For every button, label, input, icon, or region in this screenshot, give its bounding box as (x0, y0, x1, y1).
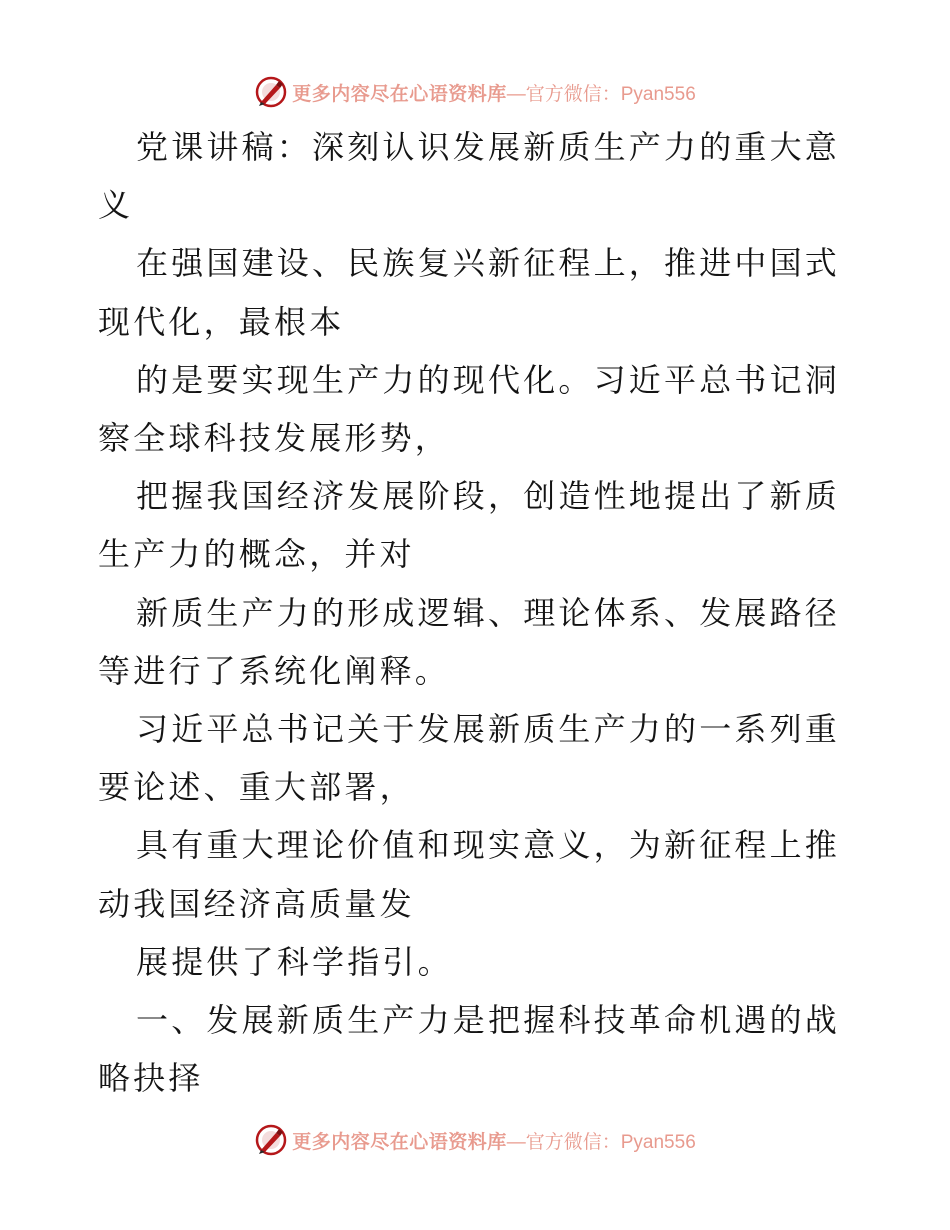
paragraph: 习近平总书记关于发展新质生产力的一系列重要论述、重大部署， (98, 710, 841, 807)
document-body (98, 118, 858, 1107)
paragraph: 具有重大理论价值和现实意义，为新征程上推动我国经济高质量发 (98, 826, 841, 923)
pen-circle-logo-icon (254, 1123, 288, 1157)
pen-circle-logo-icon (254, 75, 288, 109)
section-heading: 一、发展新质生产力是把握科技革命机遇的战略抉择 (98, 1001, 841, 1098)
paragraph: 新质生产力的形成逻辑、理论体系、发展路径等进行了系统化阐释。 (98, 593, 841, 690)
banner-wechat-text: —官方微信：Pyan556 (506, 1131, 696, 1153)
paragraph: 的是要实现生产力的现代化。习近平总书记洞察全球科技发展形势， (98, 360, 841, 458)
banner-wechat-text: —官方微信：Pyan556 (506, 83, 696, 105)
banner-brand-text: 更多内容尽在心语资料库 (292, 82, 507, 105)
document-title: 党课讲稿：深刻认识发展新质生产力的重大意义 (98, 128, 841, 225)
header-watermark-banner (0, 72, 950, 112)
paragraph: 展提供了科学指引。 (136, 942, 453, 981)
footer-watermark-banner (0, 1120, 950, 1160)
paragraph: 把握我国经济发展阶段，创造性地提出了新质生产力的概念，并对 (98, 477, 841, 574)
paragraph: 在强国建设、民族复兴新征程上，推进中国式现代化，最根本 (98, 244, 841, 341)
banner-brand-text: 更多内容尽在心语资料库 (292, 1130, 507, 1153)
